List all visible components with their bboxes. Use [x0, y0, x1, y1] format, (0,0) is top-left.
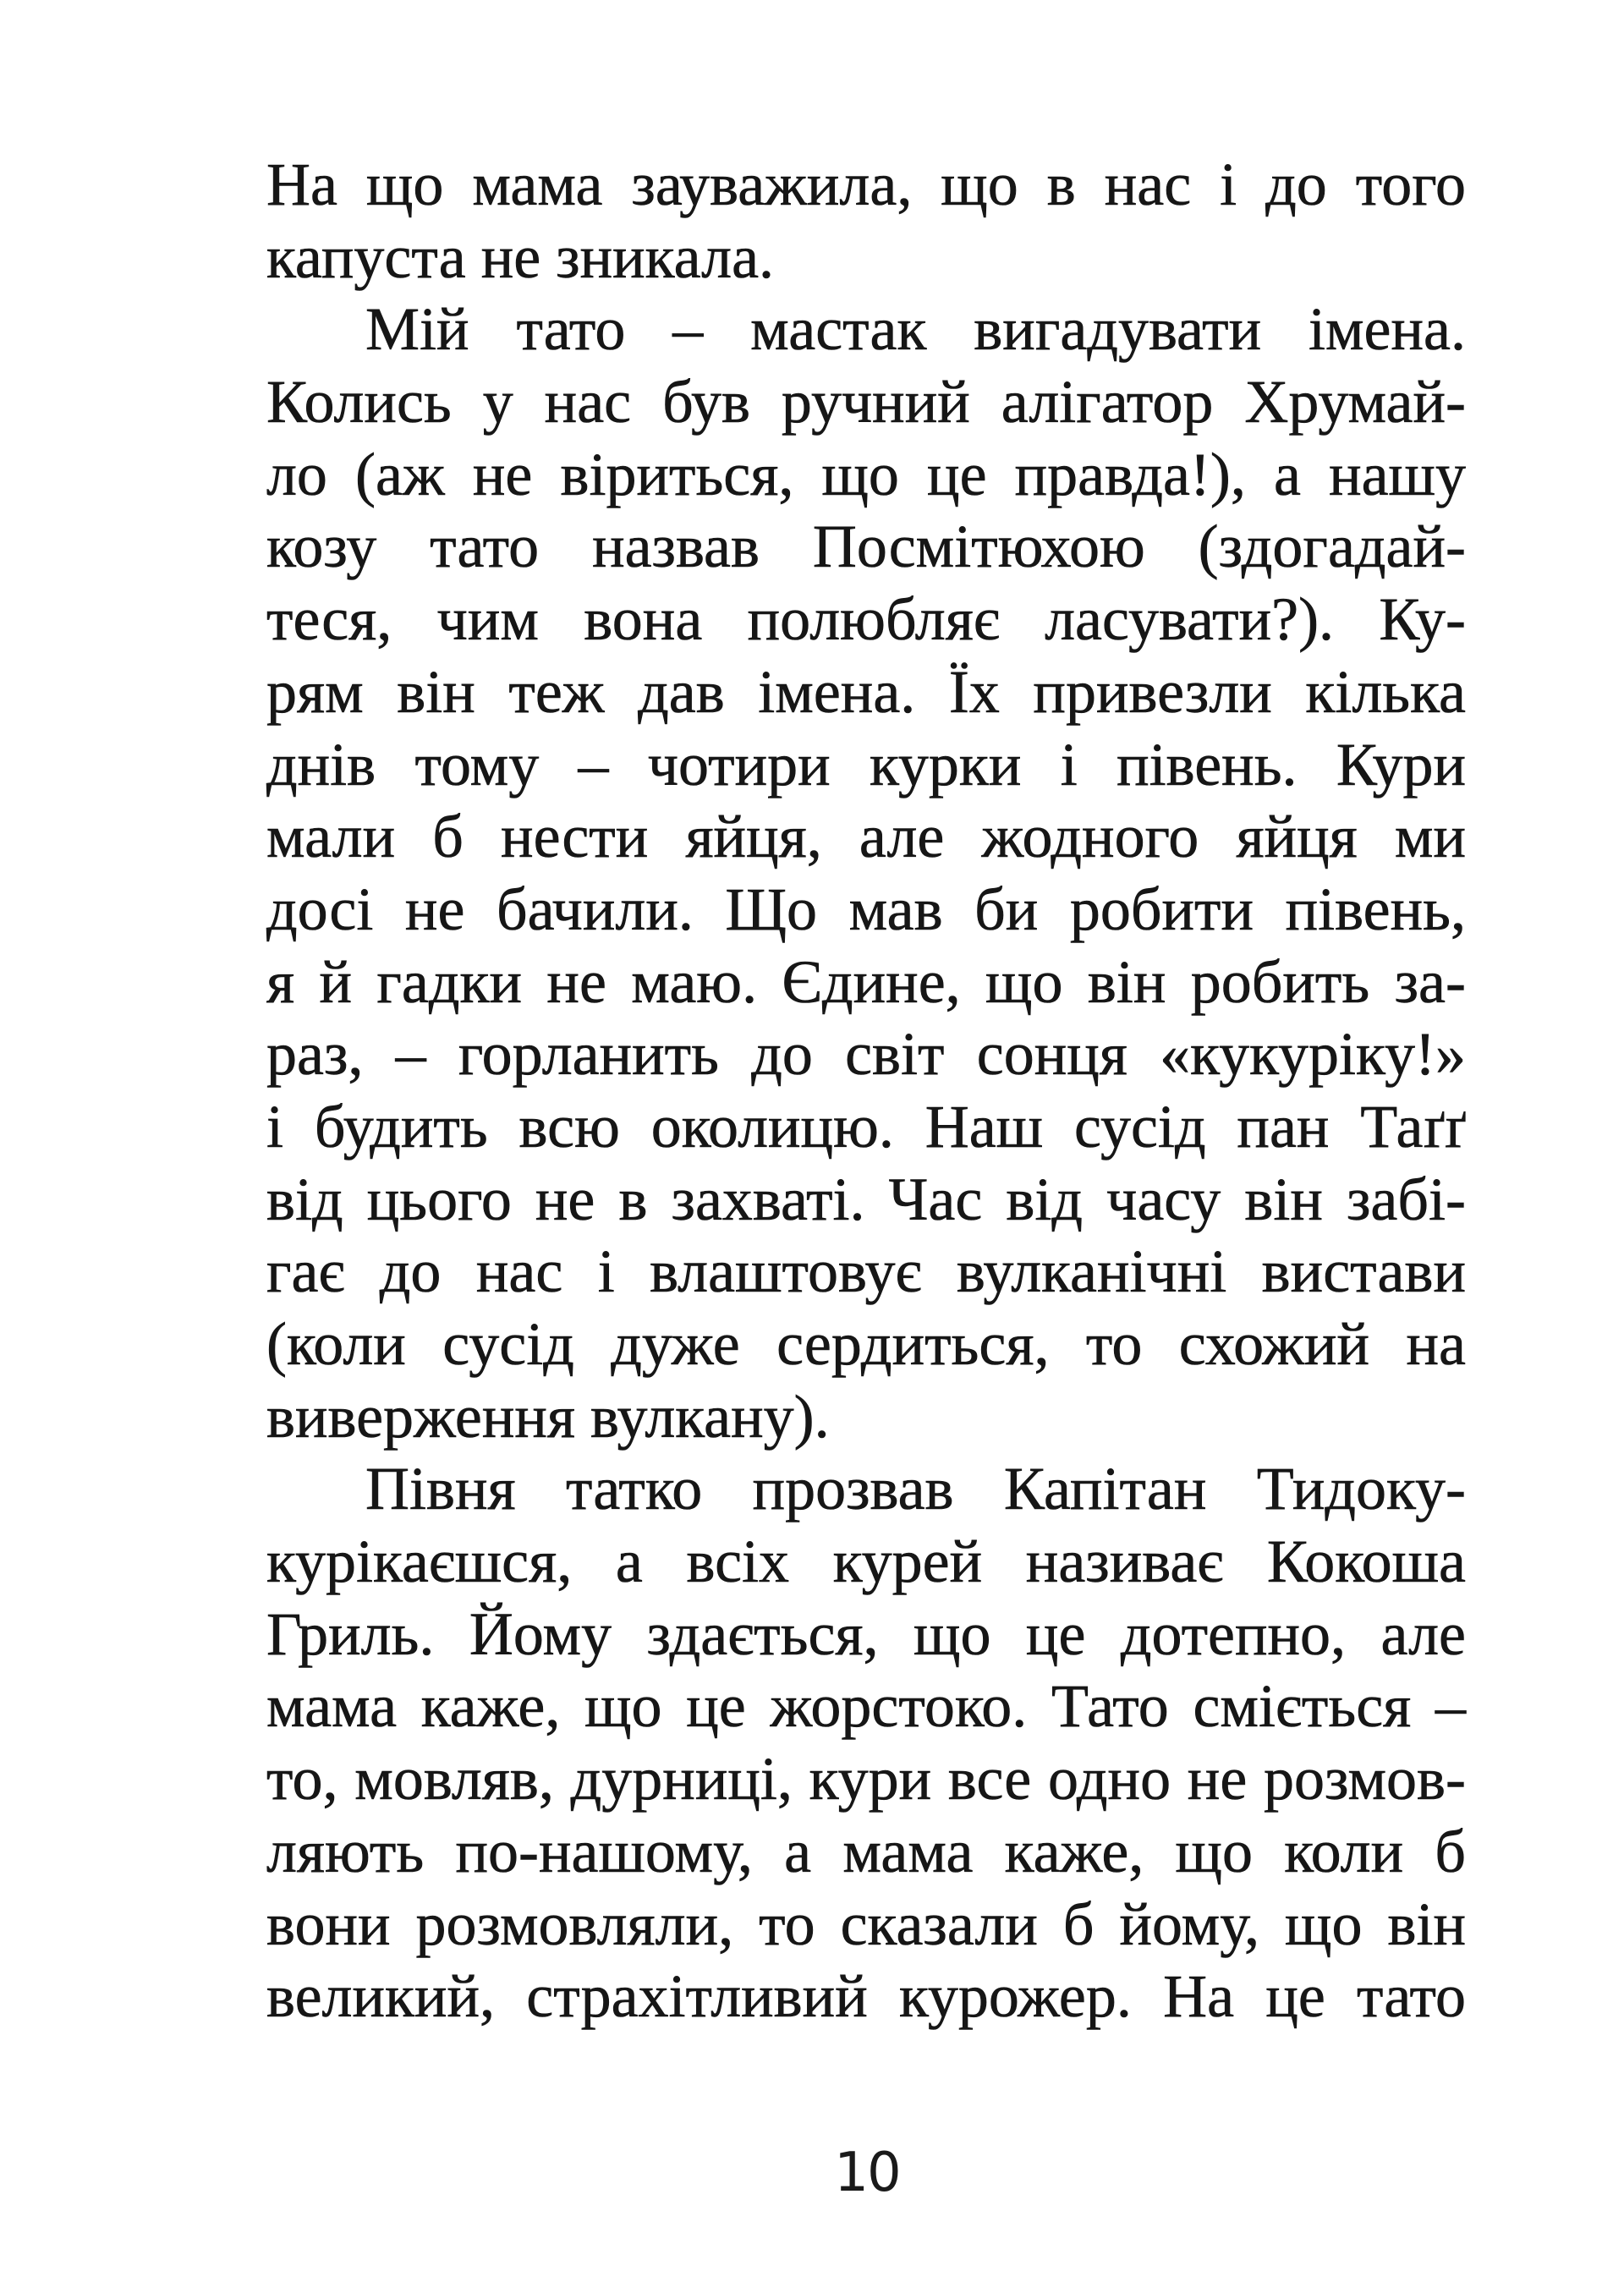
text-line: теся, чим вона полюбляє ласувати?). Ку-: [266, 585, 1466, 654]
text-line: досі не бачили. Що мав би робити півень,: [266, 875, 1466, 943]
text-line: На що мама зауважила, що в нас і до того: [266, 151, 1466, 218]
text-line: ляють по-нашому, а мама каже, що коли б: [266, 1817, 1466, 1885]
text-line: Колись у нас був ручний алігатор Хрумай-: [266, 368, 1466, 436]
body-text: [266, 149, 1466, 2033]
text-line: гає до нас і влаштовує вулканічні вистави: [266, 1237, 1466, 1306]
text-line: Гриль. Йому здається, що це дотепно, але: [266, 1599, 1466, 1668]
text-line: від цього не в захваті. Час від часу він забі-: [266, 1165, 1466, 1233]
text-line: Мій тато – мастак вигадувати імена.: [365, 295, 1466, 364]
text-line: днів тому – чотири курки і півень. Кури: [266, 730, 1466, 798]
text-line: то, мовляв, дурниці, кури все одно не розмов-: [266, 1745, 1466, 1813]
text-line: раз, – горланить до світ сонця «кукуріку!»: [266, 1020, 1466, 1089]
text-line: і будить всю околицю. Наш сусід пан Таґґ: [266, 1092, 1466, 1160]
text-line: великий, страхітливий курожер. На це тато: [266, 1962, 1466, 2031]
text-line: (коли сусід дуже сердиться, то схожий на: [266, 1310, 1466, 1378]
text-line: я й гадки не маю. Єдине, що він робить за-: [266, 947, 1466, 1016]
text-line: капуста не зникала.: [266, 222, 775, 291]
text-line: ло (аж не віриться, що це правда!), а нашу: [266, 440, 1466, 508]
page-number: 10: [834, 2142, 900, 2204]
text-line: Півня татко прозвав Капітан Тидоку-: [365, 1455, 1466, 1523]
text-line: рям він теж дав імена. Їх привезли кілька: [266, 657, 1466, 726]
text-line: мали б нести яйця, але жодного яйця ми: [266, 803, 1466, 871]
text-line: козу тато назвав Посмітюхою (здогадай-: [266, 513, 1466, 581]
text-line: вони розмовляли, то сказали б йому, що він: [266, 1890, 1466, 1958]
text-line: мама каже, що це жорстоко. Тато сміється –: [266, 1672, 1466, 1741]
text-line: курікаєшся, а всіх курей називає Кокоша: [266, 1528, 1466, 1596]
text-line: виверження вулкану).: [266, 1382, 830, 1451]
